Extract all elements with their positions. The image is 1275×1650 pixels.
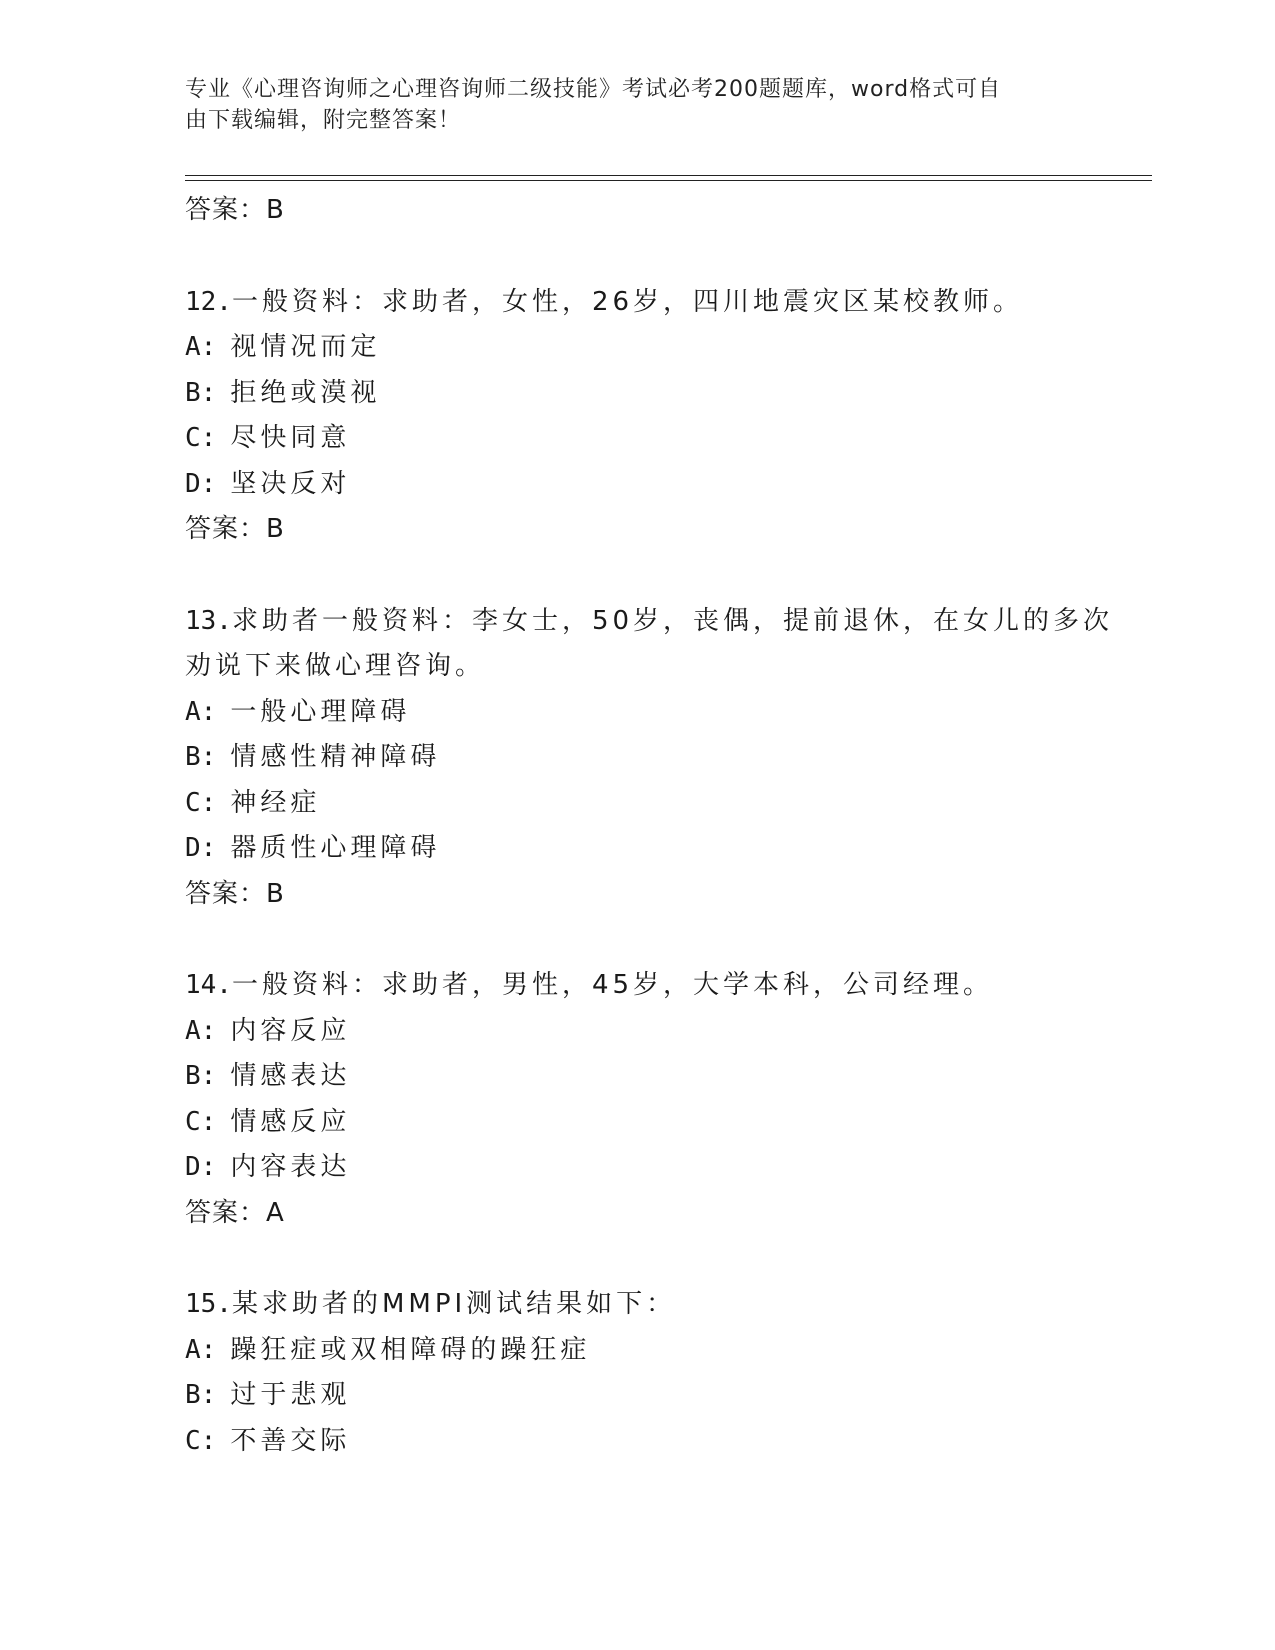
option-d (185, 1145, 1125, 1191)
option-b (185, 1373, 1125, 1419)
option-b (185, 1054, 1125, 1100)
question-text: 某求助者的MMPI测试结果如下： (231, 1289, 677, 1319)
option-text: 器质性心理障碍 (230, 833, 441, 863)
option-letter: C: (185, 787, 217, 818)
option-b (185, 371, 1125, 417)
answer: 答案：B (185, 878, 285, 909)
option-letter: C: (185, 423, 217, 453)
spacer (185, 234, 1125, 280)
document-header (185, 74, 1065, 136)
option-letter: C: (185, 1106, 217, 1137)
option-c (185, 781, 1125, 827)
question-number: 13. (185, 605, 232, 636)
answer: 答案：B (185, 514, 285, 544)
option-letter: B: (185, 1380, 217, 1410)
option-text: 内容反应 (230, 1015, 351, 1046)
option-text: 拒绝或漠视 (230, 377, 381, 408)
option-letter: C: (185, 1425, 217, 1456)
previous-answer: 答案：B (185, 195, 285, 225)
option-text: 躁狂症或双相障碍的躁狂症 (230, 1334, 591, 1365)
header-divider-top (185, 175, 1152, 176)
option-text: 神经症 (230, 787, 321, 818)
option-letter: A: (185, 1334, 217, 1365)
option-letter: B: (185, 1061, 217, 1091)
question-stem (185, 963, 1125, 1009)
option-letter: D: (185, 833, 217, 863)
option-a (185, 325, 1125, 371)
header-line-1: 专业《心理咨询师之心理咨询师二级技能》考试必考200题题库，word格式可自 (185, 77, 1002, 102)
question-15 (185, 1282, 1125, 1464)
question-list (185, 188, 1125, 1464)
option-b (185, 735, 1125, 781)
question-14 (185, 963, 1125, 1236)
question-number: 14. (185, 970, 232, 1000)
option-a (185, 1328, 1125, 1374)
option-letter: D: (185, 1152, 217, 1182)
question-text: 求助者一般资料：李女士，50岁，丧偶，提前退休，在女儿的多次 (231, 605, 1114, 636)
spacer (185, 1236, 1125, 1282)
header-divider-bottom (185, 180, 1152, 181)
question-12 (185, 280, 1125, 553)
option-letter: B: (185, 742, 217, 772)
option-text: 过于悲观 (230, 1380, 351, 1410)
spacer (185, 553, 1125, 599)
header-line-2: 由下载编辑，附完整答案！ (185, 108, 462, 133)
question-number: 12. (185, 286, 232, 317)
option-letter: A: (185, 1015, 217, 1046)
option-text: 情感性精神障碍 (230, 742, 441, 772)
option-letter: B: (185, 377, 217, 408)
option-c (185, 416, 1125, 462)
option-d (185, 462, 1125, 508)
option-c (185, 1419, 1125, 1465)
option-text: 内容表达 (230, 1152, 351, 1182)
option-d (185, 826, 1125, 872)
option-text: 情感反应 (230, 1106, 351, 1137)
option-letter: D: (185, 468, 217, 499)
option-a (185, 690, 1125, 736)
option-text: 坚决反对 (230, 468, 351, 499)
option-a (185, 1009, 1125, 1055)
question-text: 一般资料：求助者，女性，26岁，四川地震灾区某校教师。 (231, 286, 1024, 317)
option-text: 尽快同意 (230, 423, 351, 453)
spacer (185, 917, 1125, 963)
question-stem (185, 599, 1125, 645)
question-stem-continued: 劝说下来做心理咨询。 (185, 651, 486, 681)
option-text: 视情况而定 (230, 332, 381, 362)
question-stem (185, 280, 1125, 326)
option-text: 一般心理障碍 (230, 696, 411, 727)
question-stem (185, 1282, 1125, 1328)
option-text: 不善交际 (230, 1425, 351, 1456)
option-letter: A: (185, 696, 217, 727)
option-letter: A: (185, 332, 217, 362)
question-number: 15. (185, 1289, 232, 1319)
question-text: 一般资料：求助者，男性，45岁，大学本科，公司经理。 (231, 970, 994, 1000)
option-c (185, 1100, 1125, 1146)
question-13 (185, 599, 1125, 918)
option-text: 情感表达 (230, 1061, 351, 1091)
answer: 答案：A (185, 1197, 285, 1228)
